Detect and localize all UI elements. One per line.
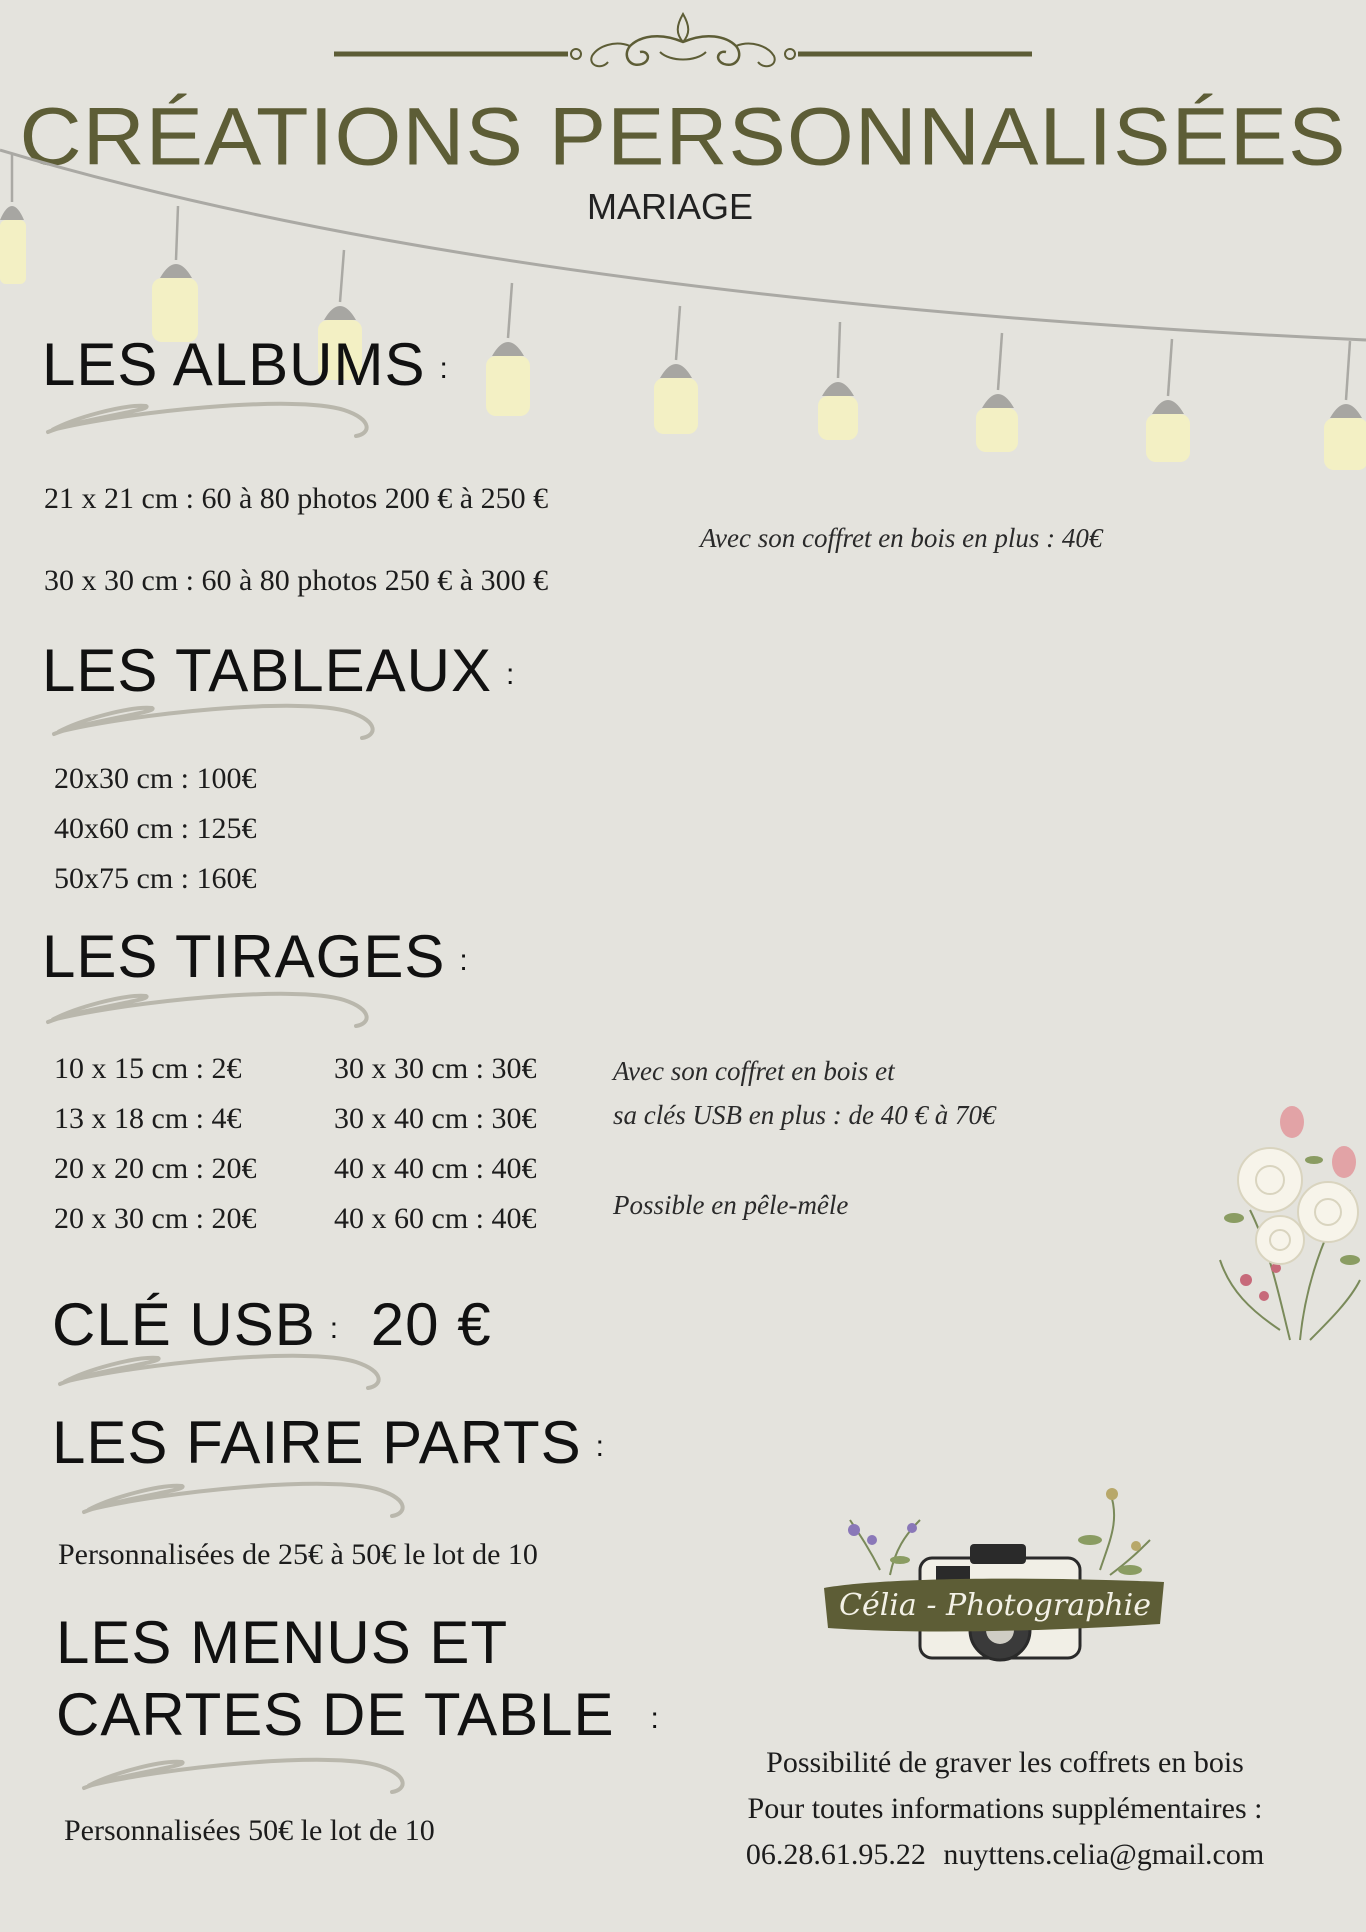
tableaux-swash (50, 700, 400, 740)
albums-line-1: 21 x 21 cm : 60 à 80 photos 200 € à 250 € (44, 482, 549, 515)
menus-heading-line-2 (56, 1680, 660, 1749)
info-note: Pour toutes informations supplémentaires : (747, 1792, 1263, 1825)
albums-heading-text: LES ALBUMS (42, 331, 426, 398)
tableaux-heading-text: LES TABLEAUX (42, 637, 492, 704)
top-ornament (330, 12, 1036, 78)
phone-number[interactable]: 06.28.61.95.22 (745, 1838, 926, 1871)
tirages-col1-line-2: 13 x 18 cm : 4€ (54, 1102, 242, 1135)
tirages-swash (44, 988, 394, 1028)
menus-line: Personnalisées 50€ le lot de 10 (64, 1814, 435, 1847)
tirages-coffret-note-1: Avec son coffret en bois et (613, 1056, 895, 1086)
tableaux-heading-colon: : (506, 658, 516, 692)
tirages-col2-line-4: 40 x 60 cm : 40€ (334, 1202, 537, 1235)
faire-parts-swash (80, 1478, 430, 1518)
menus-swash (80, 1754, 430, 1794)
usb-swash (56, 1350, 406, 1390)
albums-swash (44, 398, 394, 438)
tirages-coffret-note-2: sa clés USB en plus : de 40 € à 70€ (613, 1100, 996, 1130)
albums-coffret-note: Avec son coffret en bois en plus : 40€ (700, 523, 1103, 553)
tableaux-heading (42, 636, 515, 705)
page-subtitle: MARIAGE (586, 186, 754, 227)
faire-parts-heading (52, 1408, 605, 1477)
menus-heading-line-1: LES MENUS ET (56, 1609, 509, 1676)
tirages-col2-line-1: 30 x 30 cm : 30€ (334, 1052, 537, 1085)
tirages-col2-line-3: 40 x 40 cm : 40€ (334, 1152, 537, 1185)
flower-bouquet-illustration (1210, 1100, 1366, 1360)
menus-heading-colon: : (650, 1702, 660, 1736)
usb-heading-text: CLÉ USB (52, 1291, 316, 1358)
tirages-col2-line-2: 30 x 40 cm : 30€ (334, 1102, 537, 1135)
page-title: CRÉATIONS PERSONNALISÉES (19, 91, 1347, 183)
faire-parts-line: Personnalisées de 25€ à 50€ le lot de 10 (58, 1538, 538, 1571)
tirages-col1-line-3: 20 x 20 cm : 20€ (54, 1152, 257, 1185)
tirages-heading-text: LES TIRAGES (42, 923, 446, 990)
tableaux-line-1: 20x30 cm : 100€ (54, 762, 257, 795)
tirages-heading (42, 922, 469, 991)
usb-heading (52, 1290, 492, 1359)
usb-price: 20 € (370, 1291, 492, 1358)
tableaux-line-2: 40x60 cm : 125€ (54, 812, 257, 845)
contact-line (680, 1838, 1330, 1872)
logo-text: Célia - Photographie (839, 1588, 1151, 1623)
faire-parts-heading-text: LES FAIRE PARTS (52, 1409, 582, 1476)
tableaux-line-3: 50x75 cm : 160€ (54, 862, 257, 895)
faire-parts-heading-colon: : (595, 1430, 605, 1464)
celia-photographie-logo (820, 1480, 1170, 1690)
tirages-heading-colon: : (459, 944, 469, 978)
albums-heading (42, 330, 449, 399)
email-link[interactable]: nuyttens.celia@gmail.com (943, 1838, 1265, 1871)
tirages-pele-mele-note: Possible en pêle-mêle (613, 1190, 849, 1220)
albums-heading-colon: : (439, 352, 449, 386)
tirages-col1-line-4: 20 x 30 cm : 20€ (54, 1202, 257, 1235)
menus-heading-line-2-text: CARTES DE TABLE (56, 1681, 615, 1748)
usb-heading-colon: : (329, 1312, 340, 1346)
engraving-note: Possibilité de graver les coffrets en bois (766, 1746, 1244, 1779)
tirages-col1-line-1: 10 x 15 cm : 2€ (54, 1052, 242, 1085)
albums-line-2: 30 x 30 cm : 60 à 80 photos 250 € à 300 € (44, 564, 549, 597)
